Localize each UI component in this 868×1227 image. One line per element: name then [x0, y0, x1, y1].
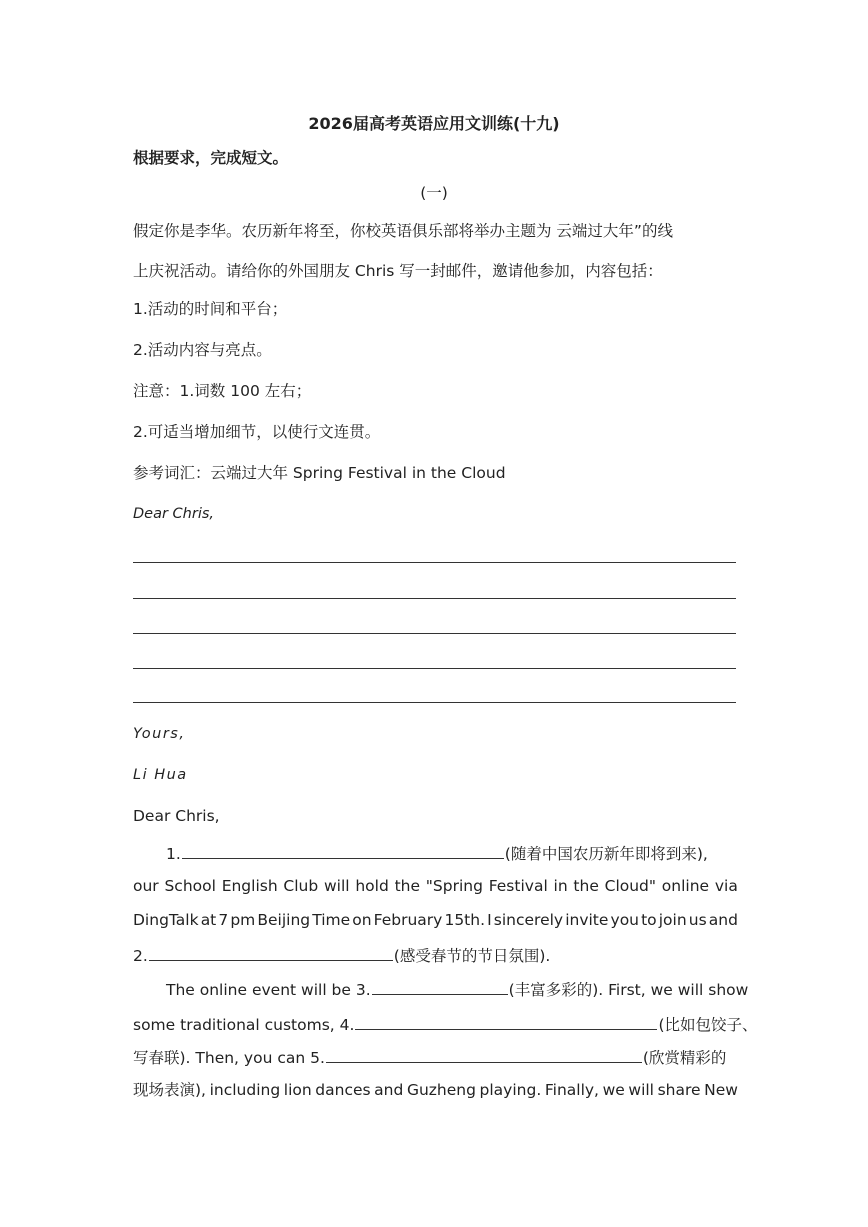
blank-3-prefix: The online event will be 3.: [166, 981, 371, 999]
prompt-line-1: 假定你是李华。农历新年将至，你校英语俱乐部将举办主题为 云端过大年”的线: [133, 222, 673, 240]
blank-3-field[interactable]: [372, 978, 508, 995]
blank-1-field[interactable]: [182, 842, 504, 859]
passage-line-5: [166, 978, 748, 1000]
blank-2-hint: (感受春节的节日氛围).: [393, 947, 551, 965]
passage-line-2: our School English Club will hold the "Spring Festival in the Cloud" online via: [133, 877, 738, 895]
writing-line-3[interactable]: [133, 633, 736, 634]
passage-line-8: 现场表演), including lion dances and Guzheng playing. Finally, we will share New: [133, 1081, 738, 1099]
passage-line-4: [133, 944, 550, 966]
requirement-point-1: 1.活动的时间和平台；: [133, 300, 288, 318]
writing-line-1[interactable]: [133, 562, 736, 563]
writing-line-2[interactable]: [133, 598, 736, 599]
passage-line-7: [133, 1046, 726, 1068]
writing-line-4[interactable]: [133, 668, 736, 669]
blank-4-prefix: some traditional customs, 4.: [133, 1016, 355, 1034]
passage-line-1: [166, 842, 708, 864]
blank-5-hint: (欣赏精彩的: [642, 1049, 727, 1067]
instruction-text: 根据要求，完成短文。: [133, 149, 289, 167]
blank-3-hint: (丰富多彩的). First, we will show: [508, 981, 749, 999]
passage-line-6: [133, 1013, 758, 1035]
blank-1-hint: (随着中国农历新年即将到来),: [504, 845, 708, 863]
blank-1-number: 1.: [166, 845, 181, 863]
passage-greeting: Dear Chris,: [133, 807, 220, 825]
prompt-line-2: 上庆祝活动。请给你的外国朋友 Chris 写一封邮件，邀请他参加，内容包括：: [133, 262, 663, 280]
letter-greeting: Dear Chris,: [133, 506, 215, 522]
blank-5-prefix: 写春联). Then, you can 5.: [133, 1049, 325, 1067]
blank-4-hint: (比如包饺子、: [658, 1016, 758, 1034]
blank-4-field[interactable]: [355, 1013, 657, 1030]
passage-line-3: DingTalk at 7 pm Beijing Time on February 15th. I sincerely invite you to join us and: [133, 911, 738, 929]
requirement-point-2: 2.活动内容与亮点。: [133, 341, 272, 359]
vocabulary-reference: 参考词汇：云端过大年 Spring Festival in the Cloud: [133, 464, 506, 482]
blank-2-number: 2.: [133, 947, 148, 965]
document-title: 2026届高考英语应用文训练(十九): [308, 114, 560, 133]
blank-5-field[interactable]: [326, 1046, 642, 1063]
note-line-1: 注意：1.词数 100 左右；: [133, 382, 312, 400]
section-mark: (一): [420, 184, 448, 202]
letter-signature: Li Hua: [133, 767, 188, 783]
blank-2-field[interactable]: [149, 944, 393, 961]
letter-closing: Yours,: [133, 726, 186, 742]
writing-line-5[interactable]: [133, 702, 736, 703]
note-line-2: 2.可适当增加细节，以使行文连贯。: [133, 423, 381, 441]
